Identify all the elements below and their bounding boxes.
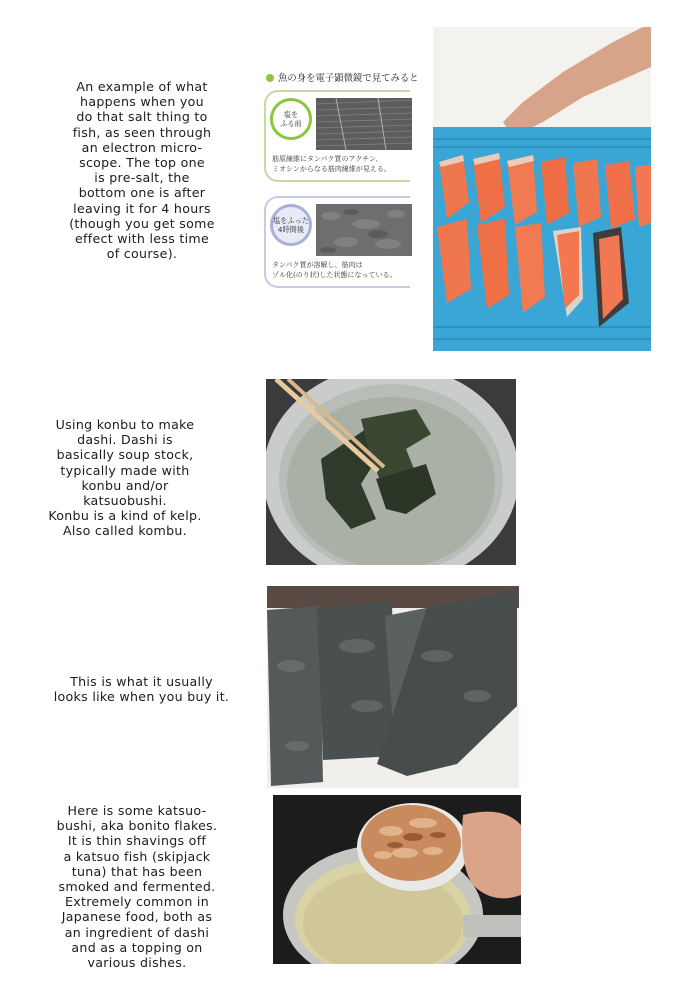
micrograph-title-text: 魚の身を電子顕微鏡で見てみると bbox=[278, 73, 419, 84]
katsuobushi-caption: Here is some katsuo- bushi, aka bonito flakes. It is thin shavings off a katsuo fish (skipjack tuna) that has been smoked and fermented. Extremely common in Japanese food, both as an ingredient of dashi and as a topping on various dishes. bbox=[56, 803, 218, 971]
micrograph-before-panel bbox=[264, 90, 410, 182]
before-caption: 筋原線維にタンパク質のアクチン、 ミオシンからなる筋肉線維が見える。 bbox=[272, 155, 391, 173]
micrograph-figure bbox=[264, 68, 419, 298]
konbu-in-pot-photo bbox=[266, 379, 516, 565]
dried-konbu-photo bbox=[267, 586, 519, 788]
salted-salmon-photo bbox=[433, 27, 651, 351]
salt-caption: An example of what happens when you do that salt thing to fish, as seen through an electron micro- scope. The top one is pre-salt, the bottom one is after leaving it for 4 hours (though you get some effect with less time of course). bbox=[69, 79, 215, 262]
before-micrograph-image bbox=[316, 98, 412, 150]
after-caption: タンパク質が溶解し、筋肉は ゾル化(のり状)した状態になっている。 bbox=[272, 261, 397, 279]
konbu-buy-caption: This is what it usually looks like when you buy it. bbox=[53, 674, 230, 705]
before-label: 塩を ふる前 bbox=[270, 98, 312, 140]
bullet-icon bbox=[266, 74, 274, 82]
micrograph-after-panel bbox=[264, 196, 410, 288]
after-label: 塩をふった 4時間後 bbox=[270, 204, 312, 246]
after-micrograph-image bbox=[316, 204, 412, 256]
micrograph-title bbox=[266, 70, 419, 84]
bonito-flakes-photo bbox=[273, 795, 521, 964]
konbu-dashi-caption: Using konbu to make dashi. Dashi is basically soup stock, typically made with konbu and/or katsuobushi. Konbu is a kind of kelp. Also called kombu. bbox=[48, 417, 202, 539]
